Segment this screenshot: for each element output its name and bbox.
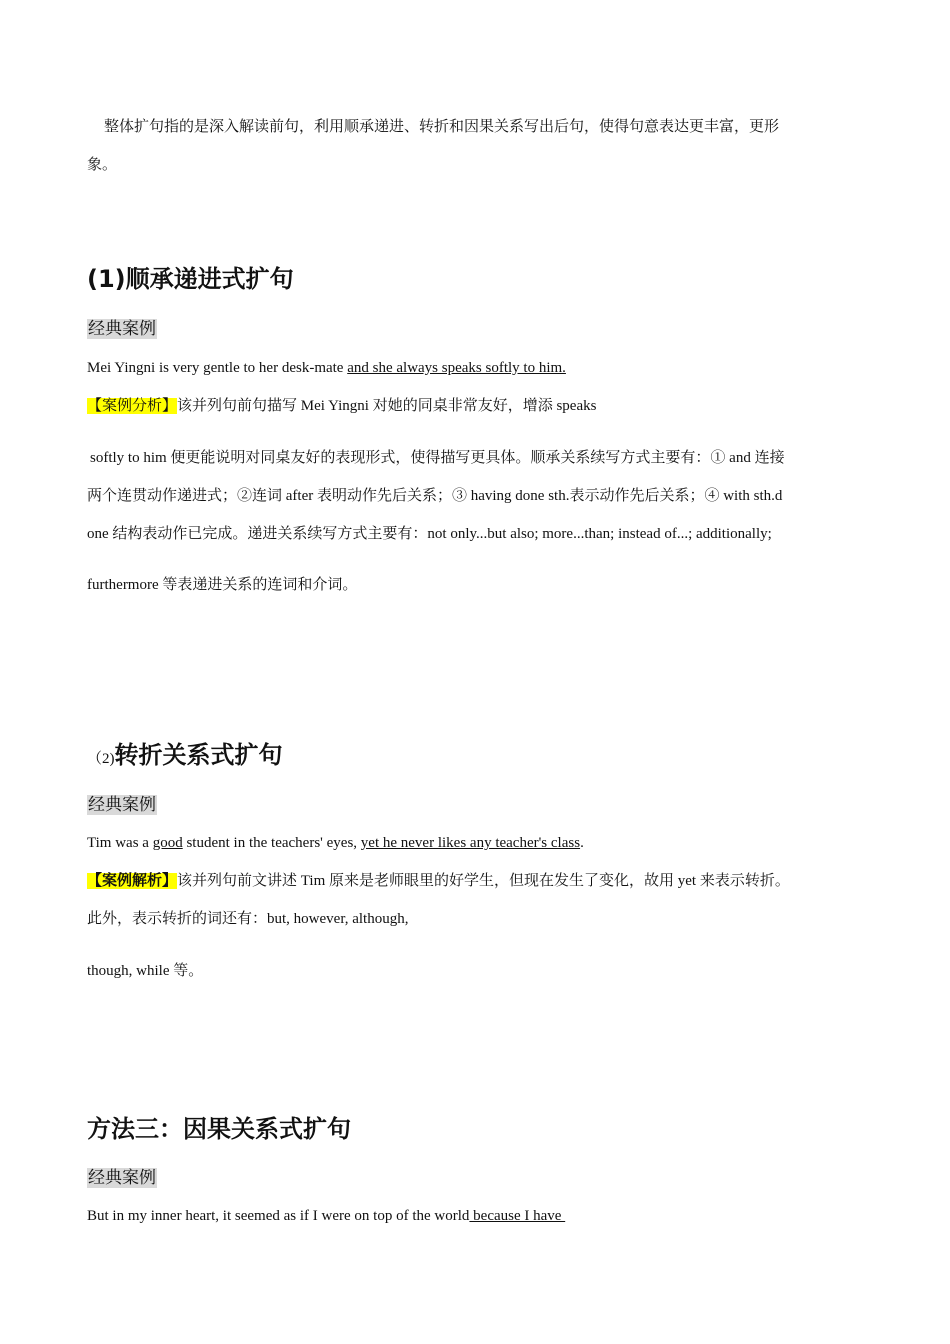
section1-case-label: 经典案例	[88, 319, 156, 339]
section2-analysis-tag: 【案例解析】	[87, 873, 178, 889]
section3-case-label: 经典案例	[88, 1168, 156, 1188]
section3-example	[87, 1197, 867, 1235]
section2-analysis-line-1	[87, 862, 867, 900]
section1-analysis-line-1	[87, 387, 867, 425]
section2-example-d: yet he never likes any teacher's class	[360, 835, 581, 851]
section1-example-plain: Mei Yingni is very gentle to her desk-mate	[87, 360, 348, 376]
section2-heading-prefix: （2)	[87, 751, 115, 767]
section1-analysis-line-5: furthermore 等表递进关系的连词和介词。	[87, 577, 358, 593]
section1-example-underlined: and she always speaks softly to him.	[347, 360, 566, 376]
section2-heading	[87, 739, 867, 775]
section2-case-label: 经典案例	[88, 795, 156, 815]
section3-case-label-row	[87, 1167, 867, 1189]
section2-example-c: student in the teachers' eyes,	[182, 835, 361, 851]
section2-example	[87, 824, 867, 862]
section1-heading: (1)顺承递进式扩句	[87, 265, 294, 293]
section2-analysis-line-3: though, while 等。	[87, 963, 204, 979]
section2-case-label-row	[87, 794, 867, 816]
section2-example-a: Tim was a	[87, 835, 153, 851]
section2-heading-title: 转折关系式扩句	[114, 741, 283, 769]
intro-line-2: 象。	[87, 157, 118, 173]
section3-example-plain: But in my inner heart, it seemed as if I were on top of the world	[87, 1208, 470, 1224]
section1-analysis-text-1: 该并列句前句描写 Mei Yingni 对她的同桌非常友好，增添 speaks	[177, 398, 597, 414]
section1-analysis-line-3: 两个连贯动作递进式；②连词 after 表明动作先后关系；③ having done sth.表示动作先后关系；④ with sth.d	[87, 488, 783, 504]
section3-heading: 方法三：因果关系式扩句	[87, 1115, 351, 1143]
section3-example-underlined: because I have	[469, 1208, 566, 1224]
section1-case-label-row	[87, 318, 867, 340]
section1-analysis-line-2: softly to him 便更能说明对同桌友好的表现形式，使得描写更具体。顺承关系续写方式主要有：① and 连接	[90, 450, 785, 466]
section1-analysis-line-4: one 结构表动作已完成。递进关系续写方式主要有：not only...but also; more...than; instead of...; additionally;	[87, 526, 772, 542]
section2-example-e: .	[580, 835, 584, 851]
intro-line-1: 整体扩句指的是深入解读前句，利用顺承递进、转折和因果关系写出后句，使得句意表达更丰富，更形	[104, 119, 780, 135]
intro-paragraph	[87, 108, 867, 184]
section1-example	[87, 349, 867, 387]
section1-analysis-tag: 【案例分析】	[87, 398, 178, 414]
section2-analysis-text-1: 该并列句前文讲述 Tim 原来是老师眼里的好学生，但现在发生了变化，故用 yet 来表示转折。	[177, 873, 790, 889]
section2-example-b: good	[152, 835, 183, 851]
section2-analysis-line-2: 此外，表示转折的词还有：but, however, although,	[87, 911, 409, 927]
